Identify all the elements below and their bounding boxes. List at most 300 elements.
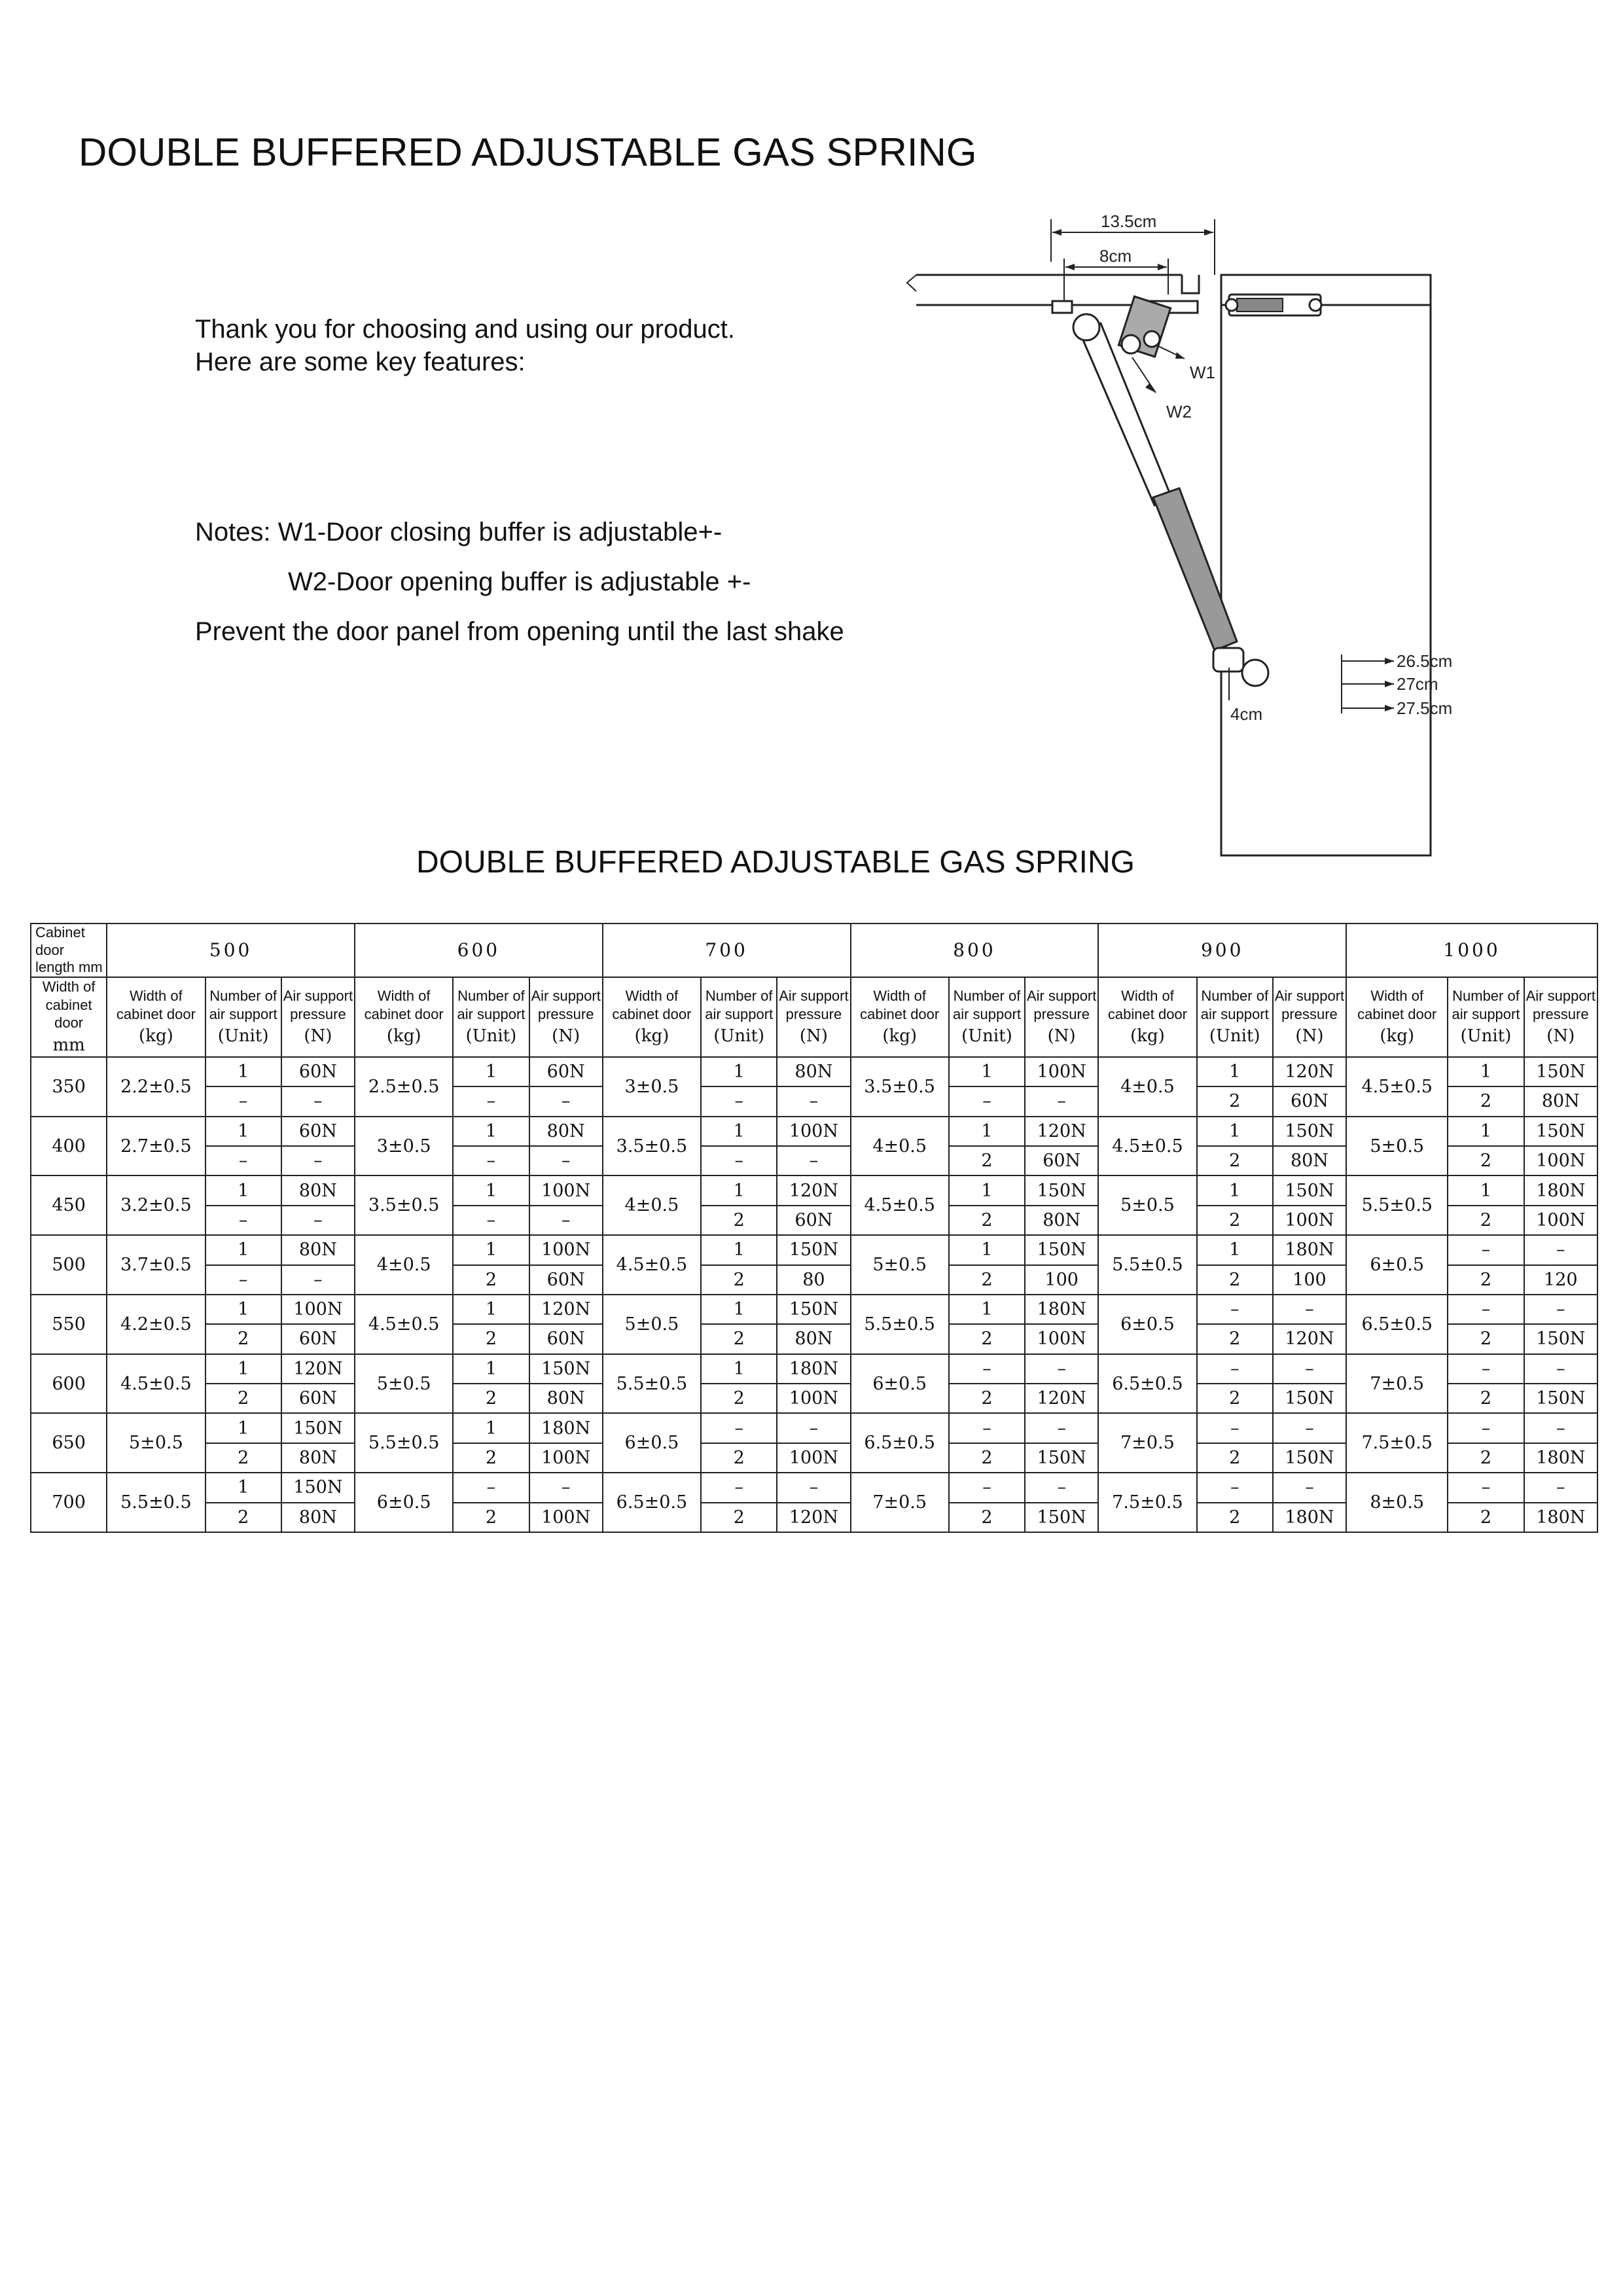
support-pressure-cell: –	[1273, 1413, 1346, 1443]
support-count-cell: 1	[949, 1175, 1025, 1205]
spring-pivot-top	[1073, 314, 1099, 340]
support-count-cell: 2	[1197, 1265, 1273, 1295]
dim-label-4: 4cm	[1230, 704, 1263, 724]
support-count-cell: 2	[701, 1443, 777, 1473]
support-pressure-cell: 180N	[1524, 1443, 1597, 1473]
callout-w2-line	[1132, 357, 1156, 393]
hinge-screw	[1310, 299, 1321, 311]
support-pressure-cell: 120N	[1273, 1324, 1346, 1354]
col-header-count	[1197, 977, 1273, 1057]
door-weight-cell: 7±0.5	[1098, 1413, 1196, 1473]
door-weight-cell: 7±0.5	[851, 1473, 949, 1532]
door-weight-cell: 6.5±0.5	[1346, 1295, 1448, 1354]
col-header-pressure-unit: (N)	[552, 1026, 580, 1047]
support-pressure-cell: –	[529, 1206, 603, 1235]
col-header-count	[1448, 977, 1524, 1057]
door-weight-cell: 6±0.5	[851, 1354, 949, 1414]
door-length-header: 1000	[1346, 924, 1597, 977]
support-pressure-cell: 150N	[529, 1354, 603, 1384]
hinge-notch	[1182, 275, 1199, 293]
support-pressure-cell: –	[777, 1146, 850, 1175]
door-weight-cell: 5.5±0.5	[1098, 1235, 1196, 1295]
support-count-cell: 1	[453, 1354, 529, 1384]
door-length-header: 900	[1098, 924, 1346, 977]
support-count-cell: 1	[1448, 1175, 1524, 1205]
adjust-knob-w1	[1122, 335, 1140, 353]
support-count-cell: –	[1448, 1235, 1524, 1265]
support-count-cell: –	[1197, 1473, 1273, 1502]
door-weight-cell: 6.5±0.5	[851, 1413, 949, 1473]
support-pressure-cell: 60N	[1025, 1146, 1098, 1175]
col-header-pressure-unit: (N)	[304, 1026, 332, 1047]
support-count-cell: 1	[205, 1295, 281, 1324]
support-count-cell: –	[1448, 1295, 1524, 1324]
support-pressure-cell: –	[777, 1086, 850, 1116]
support-pressure-cell: 180N	[777, 1354, 850, 1384]
support-pressure-cell: 120N	[529, 1295, 603, 1324]
col-header-pressure	[1273, 977, 1346, 1057]
door-weight-cell: 5.5±0.5	[107, 1473, 205, 1532]
col-header-weight	[851, 977, 949, 1057]
support-count-cell: –	[205, 1146, 281, 1175]
spring-pivot-bottom	[1242, 660, 1268, 686]
support-count-cell: 2	[949, 1324, 1025, 1354]
support-count-cell: 1	[1197, 1117, 1273, 1146]
support-pressure-cell: 150N	[1025, 1443, 1098, 1473]
support-count-cell: 2	[949, 1384, 1025, 1413]
col-header-pressure	[281, 977, 355, 1057]
door-weight-cell: 3.5±0.5	[851, 1057, 949, 1117]
col-header-weight-unit: (kg)	[139, 1026, 173, 1047]
support-pressure-cell: 150N	[777, 1235, 850, 1265]
col-header-weight	[107, 977, 205, 1057]
support-pressure-cell: 180N	[1025, 1295, 1098, 1324]
col-header-weight	[603, 977, 701, 1057]
support-count-cell: 1	[701, 1117, 777, 1146]
support-pressure-cell: –	[1524, 1473, 1597, 1502]
support-pressure-cell: 80N	[1025, 1206, 1098, 1235]
notes-line-w2: W2-Door opening buffer is adjustable +-	[288, 567, 751, 596]
support-count-cell: 1	[205, 1117, 281, 1146]
col-header-count	[205, 977, 281, 1057]
support-count-cell: 2	[1448, 1384, 1524, 1413]
door-length-header: 700	[603, 924, 851, 977]
support-pressure-cell: 150N	[281, 1413, 355, 1443]
col-header-count-text: Number of air support	[952, 988, 1021, 1022]
support-count-cell: 2	[701, 1384, 777, 1413]
door-width-cell: 450	[31, 1175, 107, 1235]
col-header-pressure-unit: (N)	[799, 1026, 828, 1047]
support-pressure-cell: 150N	[1025, 1503, 1098, 1533]
support-count-cell: 2	[949, 1206, 1025, 1235]
dim-label-26-5: 26.5cm	[1397, 651, 1453, 671]
support-pressure-cell: 180N	[1524, 1175, 1597, 1205]
support-pressure-cell: 100N	[1273, 1206, 1346, 1235]
support-pressure-cell: 80N	[1524, 1086, 1597, 1116]
door-width-cell: 650	[31, 1413, 107, 1473]
support-count-cell: 1	[205, 1175, 281, 1205]
col-header-weight-unit: (kg)	[386, 1026, 421, 1047]
support-pressure-cell: 60N	[281, 1324, 355, 1354]
label-w1: W1	[1190, 363, 1215, 382]
support-count-cell: 1	[949, 1117, 1025, 1146]
col-header-pressure-unit: (N)	[1546, 1026, 1575, 1047]
door-weight-cell: 4.2±0.5	[107, 1295, 205, 1354]
support-pressure-cell: –	[281, 1146, 355, 1175]
support-count-cell: 2	[453, 1384, 529, 1413]
door-weight-cell: 5±0.5	[851, 1235, 949, 1295]
col-header-count-unit: (Unit)	[961, 1026, 1012, 1047]
support-count-cell: –	[453, 1473, 529, 1502]
door-weight-cell: 4.5±0.5	[1346, 1057, 1448, 1117]
support-count-cell: 2	[205, 1324, 281, 1354]
col-header-weight-text: Width of cabinet door	[860, 988, 940, 1022]
gas-spring-cylinder	[1153, 488, 1237, 651]
door-length-header: 500	[107, 924, 355, 977]
support-count-cell: 2	[1448, 1324, 1524, 1354]
adjust-knob-w2	[1144, 331, 1160, 347]
table-row	[31, 1235, 1597, 1265]
support-count-cell: –	[205, 1206, 281, 1235]
support-pressure-cell: 150N	[1025, 1175, 1098, 1205]
support-pressure-cell: –	[777, 1473, 850, 1502]
col-header-count-unit: (Unit)	[1460, 1026, 1512, 1047]
support-count-cell: 2	[949, 1265, 1025, 1295]
support-pressure-cell: 150N	[1273, 1117, 1346, 1146]
intro-text	[195, 313, 735, 378]
door-weight-cell: 5.5±0.5	[851, 1295, 949, 1354]
support-pressure-cell: 80N	[777, 1057, 850, 1086]
row-header-text: Width of cabinet door	[42, 978, 96, 1031]
intro-line-1: Thank you for choosing and using our product.	[195, 315, 735, 344]
door-length-header: 600	[355, 924, 603, 977]
support-count-cell: –	[1448, 1473, 1524, 1502]
support-count-cell: –	[949, 1473, 1025, 1502]
support-pressure-cell: –	[1025, 1473, 1098, 1502]
table-row	[31, 1175, 1597, 1205]
support-pressure-cell: 100	[1273, 1265, 1346, 1295]
door-weight-cell: 4±0.5	[355, 1235, 453, 1295]
door-weight-cell: 6±0.5	[355, 1473, 453, 1532]
support-pressure-cell: –	[1273, 1473, 1346, 1502]
dim-label-27: 27cm	[1397, 674, 1438, 694]
door-weight-cell: 4±0.5	[603, 1175, 701, 1235]
col-header-weight	[1346, 977, 1448, 1057]
dim-label-27-5: 27.5cm	[1397, 698, 1453, 718]
support-count-cell: 2	[1197, 1324, 1273, 1354]
support-count-cell: 2	[1448, 1086, 1524, 1116]
door-weight-cell: 4.5±0.5	[355, 1295, 453, 1354]
door-weight-cell: 2.2±0.5	[107, 1057, 205, 1117]
door-weight-cell: 8±0.5	[1346, 1473, 1448, 1532]
arrow-head	[1065, 264, 1075, 270]
door-weight-cell: 3±0.5	[603, 1057, 701, 1117]
col-header-pressure-text: Air support pressure	[1026, 988, 1097, 1022]
support-count-cell: 2	[1197, 1384, 1273, 1413]
support-count-cell: 2	[1197, 1086, 1273, 1116]
door-weight-cell: 3.5±0.5	[603, 1117, 701, 1176]
support-pressure-cell: 120N	[777, 1175, 850, 1205]
table-title: DOUBLE BUFFERED ADJUSTABLE GAS SPRING	[416, 845, 1135, 880]
support-pressure-cell: 120	[1524, 1265, 1597, 1295]
support-count-cell: 2	[453, 1265, 529, 1295]
support-pressure-cell: 180N	[1273, 1503, 1346, 1533]
support-pressure-cell: –	[1524, 1295, 1597, 1324]
support-pressure-cell: 150N	[1524, 1057, 1597, 1086]
support-count-cell: –	[949, 1413, 1025, 1443]
door-weight-cell: 7±0.5	[1346, 1354, 1448, 1414]
support-count-cell: –	[701, 1086, 777, 1116]
support-count-cell: –	[701, 1473, 777, 1502]
arrow-head	[1204, 229, 1213, 236]
support-pressure-cell: –	[1524, 1413, 1597, 1443]
dim-label-8: 8cm	[1099, 246, 1132, 266]
support-count-cell: 2	[205, 1503, 281, 1533]
col-header-count-text: Number of air support	[705, 988, 774, 1022]
label-w2: W2	[1166, 402, 1192, 422]
support-count-cell: 1	[1448, 1057, 1524, 1086]
col-header-pressure-unit: (N)	[1295, 1026, 1324, 1047]
col-header-count-text: Number of air support	[1452, 988, 1520, 1022]
support-pressure-cell: 80N	[529, 1384, 603, 1413]
mount-bracket	[1052, 301, 1072, 313]
support-pressure-cell: –	[1025, 1086, 1098, 1116]
support-pressure-cell: 80N	[281, 1443, 355, 1473]
support-pressure-cell: 80N	[1273, 1146, 1346, 1175]
arrow-head	[1052, 229, 1061, 236]
support-pressure-cell: 180N	[1524, 1503, 1597, 1533]
support-count-cell: 2	[1197, 1146, 1273, 1175]
support-pressure-cell: 60N	[281, 1117, 355, 1146]
support-count-cell: –	[1197, 1413, 1273, 1443]
door-width-cell: 700	[31, 1473, 107, 1532]
support-pressure-cell: 80N	[281, 1503, 355, 1533]
door-weight-cell: 4.5±0.5	[603, 1235, 701, 1295]
support-pressure-cell: 100N	[1025, 1057, 1098, 1086]
door-weight-cell: 4.5±0.5	[851, 1175, 949, 1235]
table-row	[31, 1354, 1597, 1384]
col-header-weight-text: Width of cabinet door	[1357, 988, 1437, 1022]
col-header-count	[453, 977, 529, 1057]
col-header-pressure-text: Air support pressure	[779, 988, 849, 1022]
support-count-cell: 2	[453, 1443, 529, 1473]
door-weight-cell: 2.7±0.5	[107, 1117, 205, 1176]
support-pressure-cell: 60N	[529, 1265, 603, 1295]
hinge-block	[1237, 298, 1283, 312]
support-count-cell: –	[1448, 1354, 1524, 1384]
col-header-pressure-text: Air support pressure	[1274, 988, 1345, 1022]
door-weight-cell: 4.5±0.5	[107, 1354, 205, 1414]
support-pressure-cell: 100N	[529, 1235, 603, 1265]
door-width-cell: 550	[31, 1295, 107, 1354]
support-count-cell: 2	[453, 1324, 529, 1354]
support-pressure-cell: 180N	[529, 1413, 603, 1443]
door-weight-cell: 3.2±0.5	[107, 1175, 205, 1235]
support-pressure-cell: 80N	[529, 1117, 603, 1146]
break-mark	[907, 275, 916, 291]
support-count-cell: 2	[1448, 1503, 1524, 1533]
support-pressure-cell: –	[281, 1206, 355, 1235]
door-weight-cell: 7.5±0.5	[1346, 1413, 1448, 1473]
support-pressure-cell: –	[529, 1146, 603, 1175]
door-width-cell: 500	[31, 1235, 107, 1295]
col-header-pressure-text: Air support pressure	[531, 988, 601, 1022]
dim-label-13-5: 13.5cm	[1101, 211, 1157, 231]
col-header-count-unit: (Unit)	[465, 1026, 517, 1047]
support-pressure-cell: 60N	[1273, 1086, 1346, 1116]
col-header-weight-unit: (kg)	[1380, 1026, 1415, 1047]
door-length-header: 800	[851, 924, 1099, 977]
support-count-cell: 2	[701, 1324, 777, 1354]
col-header-count-unit: (Unit)	[217, 1026, 269, 1047]
support-pressure-cell: 120N	[1273, 1057, 1346, 1086]
support-pressure-cell: 180N	[1273, 1235, 1346, 1265]
support-pressure-cell: 100N	[777, 1443, 850, 1473]
support-pressure-cell: 100N	[777, 1117, 850, 1146]
support-count-cell: 2	[453, 1503, 529, 1533]
support-count-cell: 1	[949, 1057, 1025, 1086]
intro-line-2: Here are some key features:	[195, 348, 526, 376]
col-header-count-unit: (Unit)	[1209, 1026, 1260, 1047]
support-count-cell: 2	[1197, 1443, 1273, 1473]
support-count-cell: –	[949, 1086, 1025, 1116]
door-weight-cell: 5±0.5	[1098, 1175, 1196, 1235]
col-header-weight-unit: (kg)	[634, 1026, 669, 1047]
support-pressure-cell: 150N	[281, 1473, 355, 1502]
col-header-weight-unit: (kg)	[1130, 1026, 1165, 1047]
support-count-cell: 2	[1448, 1265, 1524, 1295]
support-count-cell: 1	[701, 1354, 777, 1384]
support-pressure-cell: 150N	[777, 1295, 850, 1324]
notes-text	[195, 507, 844, 656]
support-count-cell: 1	[1197, 1057, 1273, 1086]
support-count-cell: 2	[1448, 1443, 1524, 1473]
col-header-pressure-text: Air support pressure	[1525, 988, 1596, 1022]
support-pressure-cell: 100N	[1524, 1146, 1597, 1175]
support-count-cell: 2	[949, 1503, 1025, 1533]
support-pressure-cell: 80N	[777, 1324, 850, 1354]
notes-line-w1: Notes: W1-Door closing buffer is adjustable+-	[195, 518, 722, 547]
door-weight-cell: 6±0.5	[1346, 1235, 1448, 1295]
support-pressure-cell: 100N	[529, 1443, 603, 1473]
support-pressure-cell: 150N	[1025, 1235, 1098, 1265]
door-width-cell: 600	[31, 1354, 107, 1414]
col-header-count	[701, 977, 777, 1057]
door-weight-cell: 5±0.5	[1346, 1117, 1448, 1176]
support-pressure-cell: 150N	[1524, 1117, 1597, 1146]
support-count-cell: –	[453, 1086, 529, 1116]
support-pressure-cell: 60N	[281, 1057, 355, 1086]
door-width-cell: 400	[31, 1117, 107, 1176]
support-pressure-cell: 120N	[777, 1503, 850, 1533]
support-count-cell: 2	[1197, 1503, 1273, 1533]
door-weight-cell: 5.5±0.5	[1346, 1175, 1448, 1235]
row-header-unit: mm	[52, 1035, 85, 1055]
row-header-label	[31, 977, 107, 1057]
support-count-cell: 1	[1448, 1117, 1524, 1146]
support-count-cell: 2	[205, 1443, 281, 1473]
support-pressure-cell: 150N	[1524, 1324, 1597, 1354]
support-pressure-cell: –	[1273, 1354, 1346, 1384]
door-weight-cell: 5±0.5	[107, 1413, 205, 1473]
door-weight-cell: 7.5±0.5	[1098, 1473, 1196, 1532]
support-count-cell: –	[1197, 1354, 1273, 1384]
support-pressure-cell: –	[529, 1086, 603, 1116]
support-pressure-cell: 150N	[1273, 1384, 1346, 1413]
col-header-weight-unit: (kg)	[882, 1026, 918, 1047]
support-count-cell: 1	[701, 1235, 777, 1265]
support-count-cell: 2	[701, 1206, 777, 1235]
support-count-cell: 1	[205, 1235, 281, 1265]
support-pressure-cell: 100N	[1025, 1324, 1098, 1354]
support-count-cell: 1	[949, 1235, 1025, 1265]
support-count-cell: 1	[1197, 1175, 1273, 1205]
door-weight-cell: 5±0.5	[603, 1295, 701, 1354]
support-count-cell: 1	[453, 1235, 529, 1265]
arrow-head	[1158, 264, 1167, 270]
support-pressure-cell: –	[1524, 1354, 1597, 1384]
support-count-cell: –	[205, 1265, 281, 1295]
door-width-cell: 350	[31, 1057, 107, 1117]
corner-header: Cabinet door length mm	[31, 924, 107, 977]
support-pressure-cell: –	[777, 1413, 850, 1443]
arrow-head	[1385, 681, 1394, 687]
col-header-weight	[355, 977, 453, 1057]
support-pressure-cell: 80N	[281, 1175, 355, 1205]
support-count-cell: 2	[205, 1384, 281, 1413]
support-count-cell: 1	[701, 1175, 777, 1205]
support-count-cell: 1	[453, 1057, 529, 1086]
support-count-cell: 1	[701, 1295, 777, 1324]
support-pressure-cell: 60N	[529, 1324, 603, 1354]
support-pressure-cell: 150N	[1273, 1443, 1346, 1473]
support-pressure-cell: –	[281, 1265, 355, 1295]
support-count-cell: 1	[453, 1413, 529, 1443]
support-pressure-cell: 100N	[281, 1295, 355, 1324]
door-weight-cell: 6±0.5	[603, 1413, 701, 1473]
table-row	[31, 1473, 1597, 1502]
support-pressure-cell: 100N	[529, 1503, 603, 1533]
support-pressure-cell: 100	[1025, 1265, 1098, 1295]
door-weight-cell: 6±0.5	[1098, 1295, 1196, 1354]
support-count-cell: –	[949, 1354, 1025, 1384]
col-header-pressure	[1025, 977, 1098, 1057]
col-header-count	[949, 977, 1025, 1057]
support-count-cell: –	[701, 1146, 777, 1175]
support-pressure-cell: 60N	[281, 1384, 355, 1413]
support-pressure-cell: –	[1025, 1413, 1098, 1443]
support-pressure-cell: –	[1273, 1295, 1346, 1324]
col-header-pressure-unit: (N)	[1047, 1026, 1076, 1047]
col-header-pressure-text: Air support pressure	[283, 988, 353, 1022]
support-pressure-cell: 80	[777, 1265, 850, 1295]
col-header-weight-text: Width of cabinet door	[364, 988, 444, 1022]
support-pressure-cell: 100N	[777, 1384, 850, 1413]
support-count-cell: 2	[1448, 1146, 1524, 1175]
table-row	[31, 1057, 1597, 1086]
gas-spring-diagram	[897, 196, 1472, 870]
door-weight-cell: 3.5±0.5	[355, 1175, 453, 1235]
support-pressure-cell: 60N	[777, 1206, 850, 1235]
support-count-cell: 1	[453, 1175, 529, 1205]
support-count-cell: 1	[1197, 1235, 1273, 1265]
support-count-cell: 2	[1197, 1206, 1273, 1235]
col-header-count-text: Number of air support	[1200, 988, 1269, 1022]
support-count-cell: 1	[205, 1413, 281, 1443]
support-pressure-cell: 80N	[281, 1235, 355, 1265]
support-pressure-cell: 100N	[529, 1175, 603, 1205]
support-count-cell: –	[1448, 1413, 1524, 1443]
